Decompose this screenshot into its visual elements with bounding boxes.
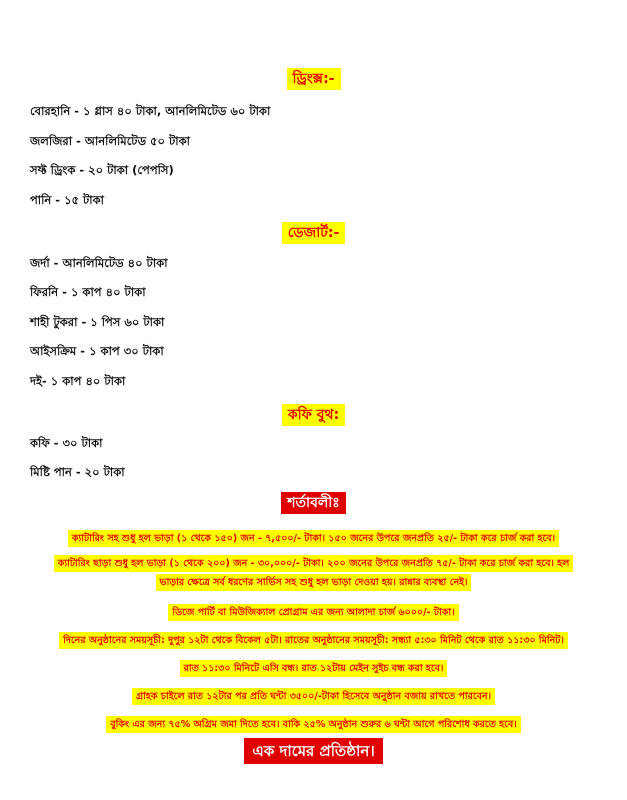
dessert-item-doi: দই- ১ কাপ ৪০ টাকা bbox=[30, 374, 126, 388]
dessert-item-icecream: আইসক্রিম - ১ কাপ ৩০ টাকা bbox=[30, 344, 164, 358]
dessert-heading: ডেজার্ট:- bbox=[0, 222, 627, 244]
term-ac-off: রাত ১১:৩০ মিনিটে এসি বন্ধ। রাত ১২টায় মেইন সুইচ বন্ধ করা হবে। bbox=[0, 656, 627, 677]
drink-item-water: পানি - ১৫ টাকা bbox=[30, 193, 104, 207]
term-catering-hall-rent: ক্যাটারিং সহ শুধু হল ভাড়া (১ থেকে ১৫০) জন - ৭,৫০০/- টাকা। ১৫০ জনের উপরে জনপ্রতি ২৫/- টাকা করে চার্জ করা হবে। bbox=[0, 526, 627, 547]
drink-item-borhani: বোরহানি - ১ গ্লাস ৪০ টাকা, আনলিমিটেড ৬০ টাকা bbox=[30, 104, 271, 118]
dessert-item-firni: ফিরনি - ১ কাপ ৪০ টাকা bbox=[30, 285, 146, 299]
term-booking-advance: বুকিং এর জন্য ৭৫% অগ্রিম জমা দিতে হবে। বাকি ২৫% অনুষ্ঠান শুরুর ৬ ঘন্টা আগে পরিশোধ করতে হবে। bbox=[0, 712, 627, 733]
term-overtime: গ্রাহক চাইলে রাত ১২টার পর প্রতি ঘন্টা ৩৫০০/-টাকা হিসেবে অনুষ্ঠান বজায় রাখতে পারবেন। bbox=[0, 684, 627, 705]
term-schedule: দিনের অনুষ্ঠানের সময়সূচী: দুপুর ১২টা থেকে বিকেল ৫টা। রাতের অনুষ্ঠানের সময়সূচী: সন্ধ্যা ৫:৩০ মিনিট থেকে রাত ১১:৩০ মিনিট। bbox=[0, 628, 627, 649]
slogan-badge: এক দামের প্রতিষ্ঠান। bbox=[0, 738, 627, 764]
drinks-heading: ড্রিংক্স:- bbox=[0, 68, 627, 90]
terms-heading: শর্তাবলীঃ bbox=[0, 492, 627, 514]
coffee-item-coffee: কফি - ৩০ টাকা bbox=[30, 436, 103, 450]
term-dj-party: ডিজে পার্টি বা মিউজিক্যাল প্রোগ্রাম এর জন্য আলাদা চার্জ ৬০০০/- টাকা। bbox=[0, 600, 627, 621]
term-hall-rent-only: ক্যাটারিং ছাড়া শুধু হল ভাড়া (১ থেকে ২০০) জন - ৩০,০০০/- টাকা। ২০০ জনের উপরে জনপ্রতি ৭৫/- টাকা করে চার্জ করা হবে। হল ভাড়ার ক্ষেত্রে সর্ব ধরণের সার্ভিস সহ শুধু হল ভাড়া দেওয়া হয়। রান্নার ব্যবস্থা নেই। bbox=[0, 555, 627, 591]
dessert-item-jorda: জর্দা - আনলিমিটেড ৪০ টাকা bbox=[30, 256, 168, 270]
drink-item-soft-drink: সফ্ট ড্রিংক - ২০ টাকা (পেপসি) bbox=[30, 163, 174, 177]
coffee-booth-heading: কফি বুথ: bbox=[0, 404, 627, 426]
coffee-item-sweet-paan: মিষ্টি পান - ২০ টাকা bbox=[30, 465, 125, 479]
dessert-item-shahi-tukra: শাহী টুকরা - ১ পিস ৬০ টাকা bbox=[30, 315, 165, 329]
drink-item-jaljira: জলজিরা - আনলিমিটেড ৫০ টাকা bbox=[30, 134, 190, 148]
